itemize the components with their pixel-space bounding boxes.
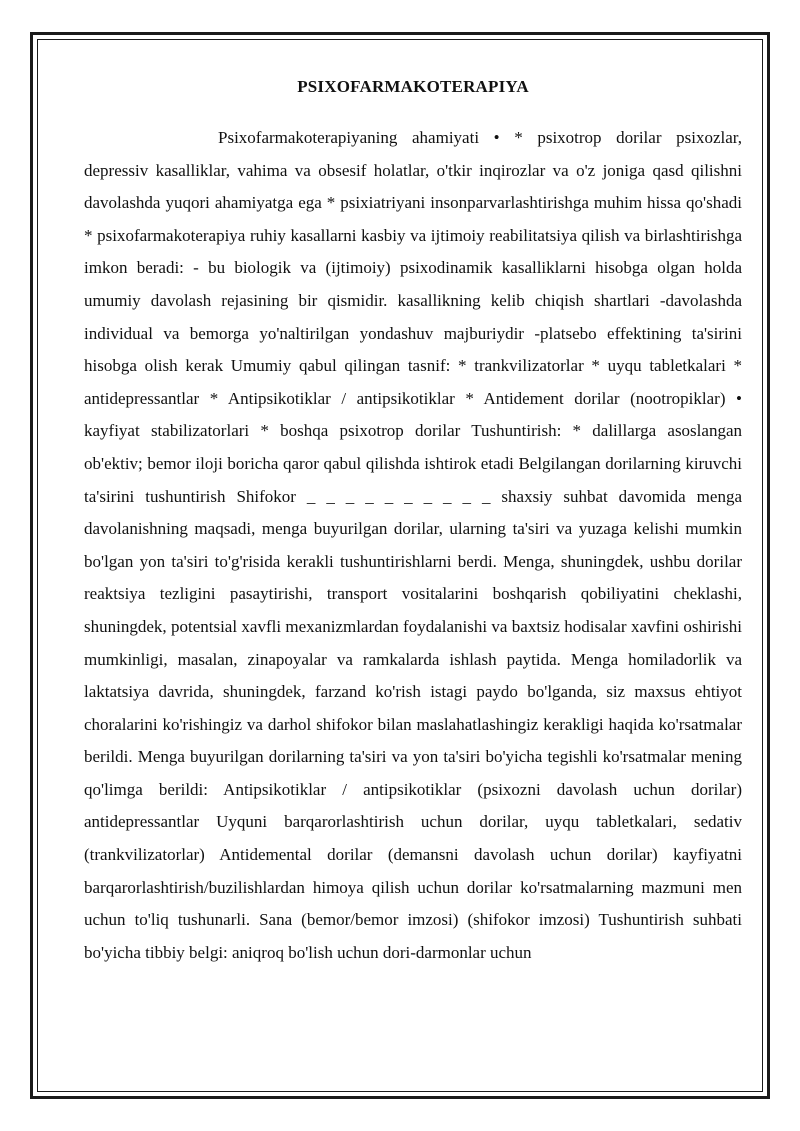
document-title: PSIXOFARMAKOTERAPIYA [297,77,529,96]
document-body-paragraph: Psixofarmakoterapiyaning ahamiyati • * psixotrop dorilar psixozlar, depressiv kasalliklar, vahima va obsesif holatlar, o'tkir inqirozlar va o'z joniga qasd qilishni davolashda yuqori ahamiyatga ega * psixiatriyani insonparvarlashtirishga muhim hissa qo'shadi * psixofarmakoterapiya ruhiy kasallarni kasbiy va ijtimoiy reabilitatsiya qilish va birlashtirishga imkon beradi: - bu biologik va (ijtimoiy) psixodinamik kasalliklarni hisobga olgan holda umumiy davolash rejasining bir qismidir. kasallikning kelib chiqish shartlari -davolashda individual va bemorga yo'naltirilgan yondashuv majburiydir -platsebo effektining ta'sirini hisobga olish kerak Umumiy qabul qilingan tasnif: * trankvilizatorlar * uyqu tabletkalari * antidepressantlar * Antipsikotiklar / antipsikotiklar * Antidement dorilar (nootropiklar) • kayfiyat stabilizatorlari * boshqa psixotrop dorilar Tushuntirish: * dalillarga asoslangan ob'ektiv; bemor iloji boricha qaror qabul qilishda ishtirok etadi Belgilangan dorilarning kiruvchi ta'sirini tushuntirish Shifokor _ _ _ _ _ _ _ _ _ _ shaxsiy suhbat davomida menga davolanishning maqsadi, menga buyurilgan dorilar, ularning ta'siri va yuzaga kelishi mumkin bo'lgan yon ta'siri to'g'risida kerakli tushuntirishlarni berdi. Menga, shuningdek, ushbu dorilar reaktsiya tezligini pasaytirishi, transport vositalarini boshqarish qobiliyatini cheklashi, shuningdek, potentsial xavfli mexanizmlardan foydalanishi va baxtsiz hodisalar xavfini oshirishi mumkinligi, masalan, zinapoyalar va ramkalarda ishlash paytida. Menga homiladorlik va laktatsiya davrida, shuningdek, farzand ko'rish istagi paydo bo'lganda, siz maxsus ehtiyot choralarini ko'rishingiz va darhol shifokor bilan maslahatlashingiz kerakligi haqida ko'rsatmalar berildi. Menga buyurilgan dorilarning ta'siri va yon ta'siri bo'yicha tegishli ko'rsatmalar mening qo'limga berildi: Antipsikotiklar / antipsikotiklar (psixozni davolash uchun dorilar) antidepressantlar Uyquni barqarorlashtirish uchun dorilar, uyqu tabletkalari, sedativ (trankvilizatorlar) Antidemental dorilar (demansni davolash uchun dorilar) kayfiyatni barqarorlashtirish/buzilishlardan himoya qilish uchun dorilar ko'rsatmalarning mazmuni men uchun to'liq tushunarli. Sana (bemor/bemor imzosi) (shifokor imzosi) Tushuntirish suhbati bo'yicha tibbiy belgi: aniqroq bo'lish uchun dori-darmonlar uchun [84,128,742,962]
document-content [84,72,742,969]
